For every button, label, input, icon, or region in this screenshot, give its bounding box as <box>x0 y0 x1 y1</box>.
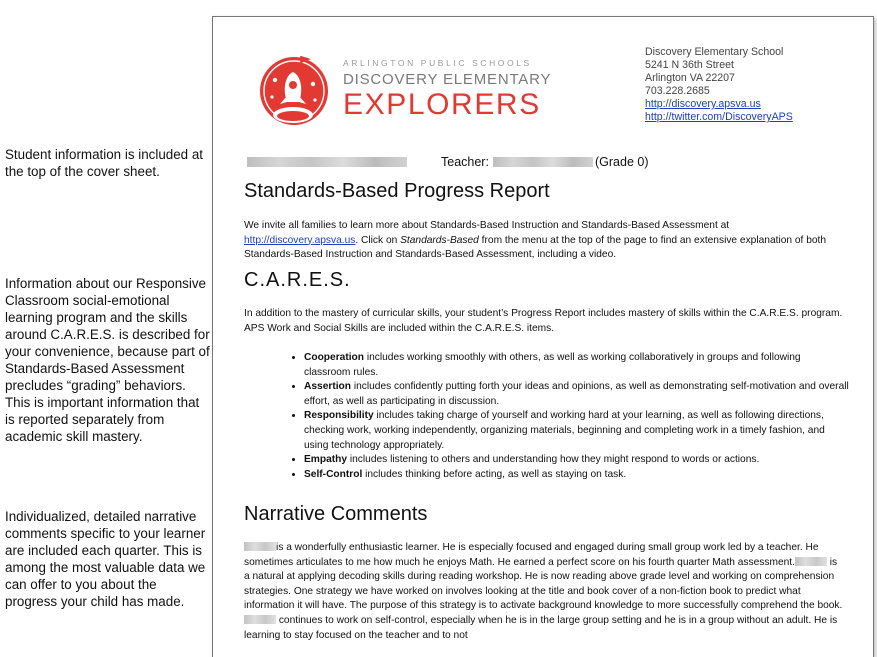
report-page <box>212 16 874 657</box>
cares-item <box>304 380 849 409</box>
cares-term: Responsibility <box>304 410 374 422</box>
cares-item <box>304 468 849 483</box>
cares-desc: includes taking charge of yourself and working hard at your learning, as well as following directions, checking work, working independently, organizing materials, beginning and completing work in a timely fashion, and using technology appropriately. <box>304 410 825 451</box>
grade-label: (Grade 0) <box>595 155 649 169</box>
address-phone: 703.228.2685 <box>645 85 710 97</box>
intro-paragraph <box>244 219 844 263</box>
annotation-student-info: Student information is included at the top of the cover sheet. <box>5 147 204 179</box>
address-city: Arlington VA 22207 <box>645 72 735 84</box>
cares-desc: includes thinking before acting, as well as staying on task. <box>362 468 627 480</box>
teacher-name-redacted <box>493 157 593 167</box>
student-info-row <box>243 155 863 171</box>
school-address <box>645 46 793 124</box>
cares-term: Assertion <box>304 381 351 393</box>
annotation-cares-info: Information about our Responsive Classroom social-emotional learning program and the skills around C.A.R.E.S. is described for your convenience, because part of Standards-Based Assessment precludes “grading” behaviors. This is important information that is reported separately from academic skill mastery. <box>5 276 210 444</box>
rocket-logo-icon <box>255 50 333 128</box>
explorers-wordmark: EXPLORERS <box>343 88 541 121</box>
cares-desc: includes listening to others and understanding how they might respond to words or actions. <box>347 454 760 466</box>
intro-text-2: . Click on <box>355 234 401 246</box>
cares-heading: C.A.R.E.S. <box>244 269 351 291</box>
cares-term: Self-Control <box>304 468 363 480</box>
intro-text-3: from the menu at the top of the page to find an extensive explanation of both Standards-Based Instruction and Standards-Based Assessment, including a video. <box>244 234 827 261</box>
narrative-text-2: is a natural at applying decoding skills during reading workshop. He is now reading above grade level and working on comprehension strategies. One strategy we have worked on involves looking at the title and book cover of a non-fiction book to predict what information it will have. The purpose of this strategy is to activate background knowledge to more successfully comprehend the book. <box>244 556 843 612</box>
school-logo <box>255 50 333 128</box>
cares-term: Empathy <box>304 454 348 466</box>
address-street: 5241 N 36th Street <box>645 59 734 71</box>
report-title: Standards-Based Progress Report <box>244 180 550 202</box>
narrative-text-1: is a wonderfully enthusiastic learner. He is especially focused and engaged during small group work led by a teacher. He sometimes articulates to me how much he enjoys Math. He earned a perfect score on his fourth quarter Math assessment. <box>244 542 819 568</box>
brand-block <box>343 57 551 121</box>
cares-list <box>289 351 849 482</box>
address-name: Discovery Elementary School <box>645 46 784 58</box>
student-name-redacted <box>247 157 407 167</box>
cares-item <box>304 409 849 453</box>
student-name-redacted <box>244 615 276 624</box>
twitter-link[interactable]: http://twitter.com/DiscoveryAPS <box>645 111 793 123</box>
website-link[interactable]: http://discovery.apsva.us <box>645 98 761 110</box>
intro-link[interactable]: http://discovery.apsva.us <box>244 234 356 246</box>
narrative-text-3: continues to work on self-control, especially when he is in the large group setting and he is in a group without an adult. He is learning to stay focused on the teacher and to not <box>244 614 838 641</box>
school-name: DISCOVERY ELEMENTARY <box>343 71 552 88</box>
cares-item <box>304 351 849 380</box>
cares-item <box>304 453 849 468</box>
narrative-paragraph <box>244 541 844 643</box>
narrative-heading: Narrative Comments <box>244 503 428 525</box>
cares-term: Cooperation <box>304 352 364 363</box>
district-name: ARLINGTON PUBLIC SCHOOLS <box>343 58 532 68</box>
intro-italic: Standards-Based <box>400 234 479 246</box>
intro-text-1: We invite all families to learn more about Standards-Based Instruction and Standards-Based Assessment at <box>244 220 730 231</box>
cares-desc: includes confidently putting forth your ideas and opinions, as well as demonstrating self-motivation and overall effort, as well as participating in discussion. <box>304 381 849 407</box>
cares-desc: includes working smoothly with others, as well as working collaboratively in groups and following classroom rules. <box>304 352 801 378</box>
teacher-label: Teacher: <box>441 155 489 169</box>
annotation-narrative-info: Individualized, detailed narrative comments specific to your learner are included each quarter. This is among the most valuable data we can offer to you about the progress your child has made. <box>5 509 206 609</box>
student-name-redacted <box>795 557 827 566</box>
student-name-redacted <box>244 542 276 551</box>
cares-intro: In addition to the mastery of curricular skills, your student’s Progress Report includes mastery of skills within the C.A.R.E.S. program. APS Work and Social Skills are included within the C.A.R.E.S. items. <box>244 308 843 334</box>
